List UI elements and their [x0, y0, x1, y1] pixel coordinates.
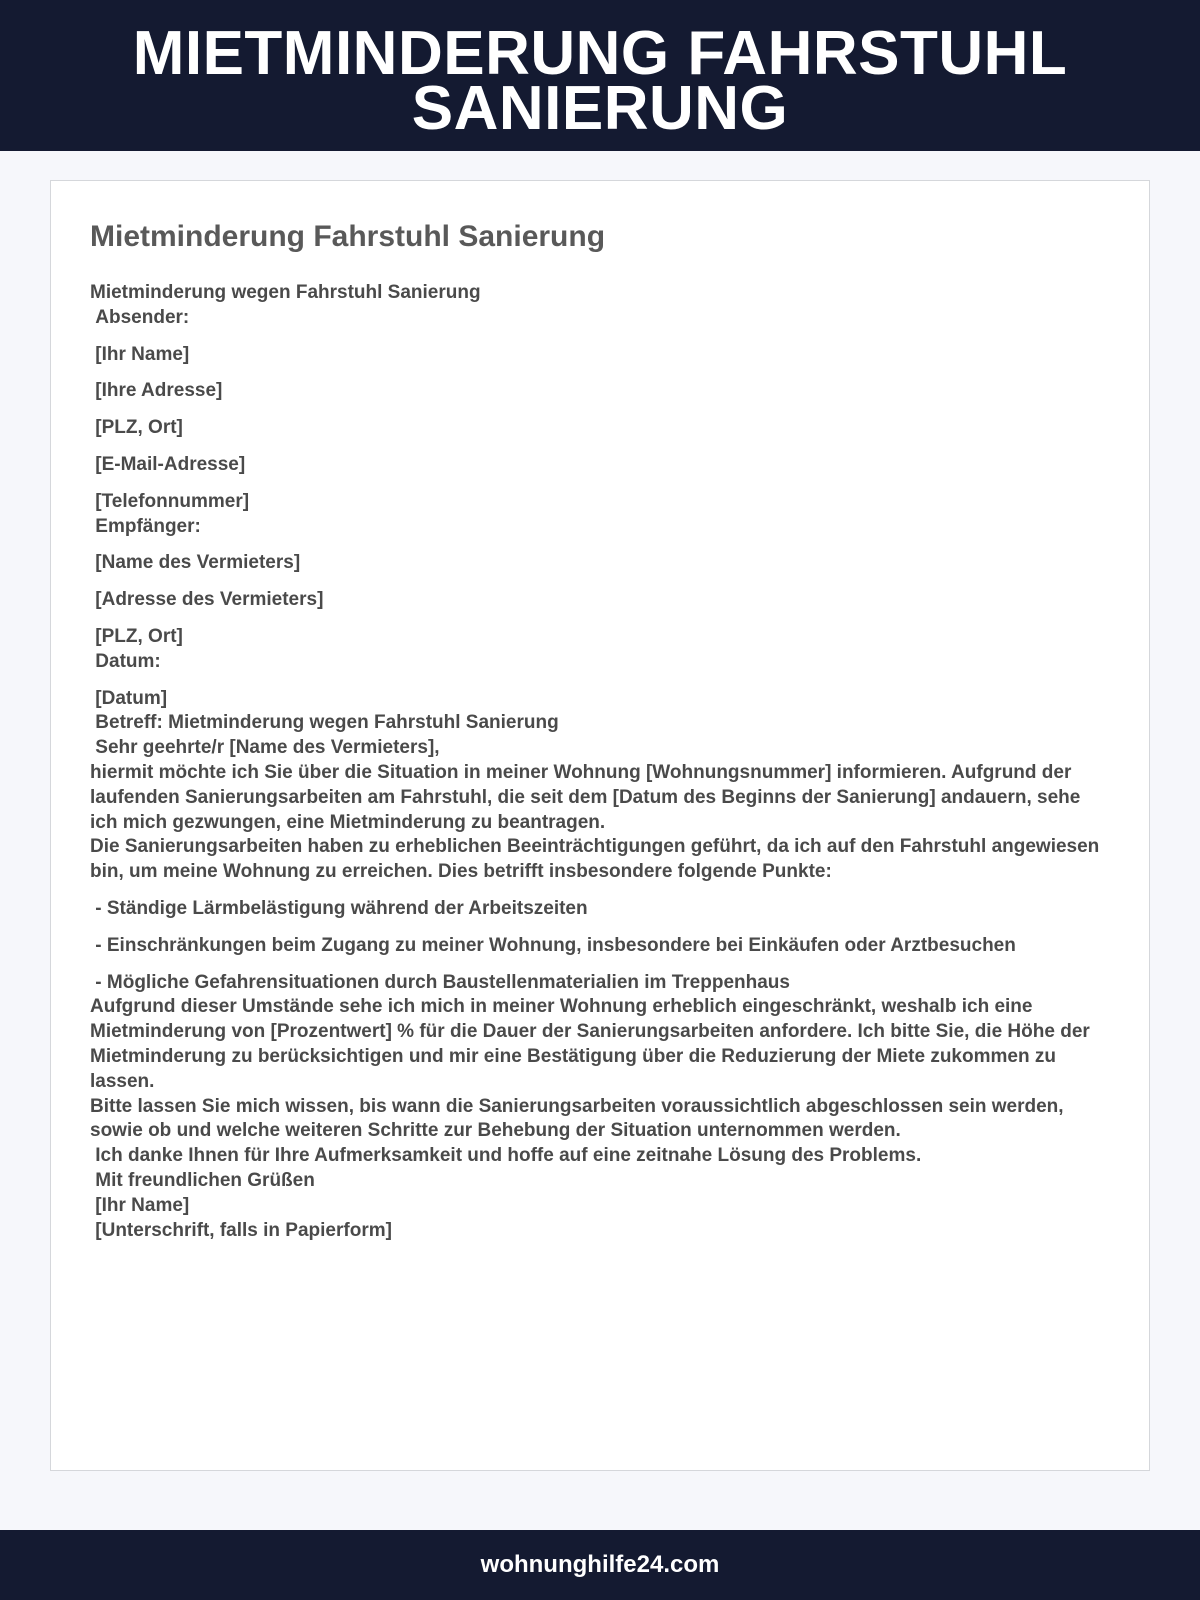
salutation: Sehr geehrte/r [Name des Vermieters],: [90, 737, 440, 759]
letter-card: [50, 180, 1150, 1471]
list-item: - Einschränkungen beim Zugang zu meiner Wohnung, insbesondere bei Einkäufen oder Arztbesuchen: [90, 934, 1016, 956]
paragraph-impairments: Die Sanierungsarbeiten haben zu erheblichen Beeinträchtigungen geführt, da ich auf den Fahrstuhl angewiesen bin, um meine Wohnung zu erreichen. Dies betrifft insbesondere folgende Punkte:: [90, 836, 1105, 883]
closing-signature: [Unterschrift, falls in Papierform]: [90, 1219, 392, 1241]
letter-body: [90, 281, 1110, 1243]
sender-phone: [Telefonnummer]: [90, 490, 250, 512]
paragraph-request: Aufgrund dieser Umstände sehe ich mich in meiner Wohnung erheblich eingeschränkt, weshalb ich eine Mietminderung von [Prozentwert] % für die Dauer der Sanierungsarbeiten anfordere. Ich bitte Sie, die Höhe der Mietminderung zu berücksichtigen und mir eine Bestätigung über die Reduzierung der Miete zukommen zu lassen.: [90, 996, 1096, 1092]
paragraph-intro: hiermit möchte ich Sie über die Situation in meiner Wohnung [Wohnungsnummer] informieren. Aufgrund der laufenden Sanierungsarbeiten am Fahrstuhl, die seit dem [Datum des Beginns der Sanierung] andauern, sehe ich mich gezwungen, eine Mietminderung zu beantragen.: [90, 761, 1086, 833]
recipient-label: Empfänger:: [90, 515, 201, 537]
closing-greeting: Mit freundlichen Grüßen: [90, 1169, 315, 1191]
subject-line: Betreff: Mietminderung wegen Fahrstuhl Sanierung: [90, 712, 559, 734]
list-item: - Ständige Lärmbelästigung während der Arbeitszeiten: [90, 897, 588, 919]
document-heading: Mietminderung Fahrstuhl Sanierung: [90, 220, 606, 253]
closing-name: [Ihr Name]: [90, 1194, 190, 1216]
recipient-address: [Adresse des Vermieters]: [90, 589, 324, 611]
recipient-name: [Name des Vermieters]: [90, 552, 301, 574]
footer-bar: [0, 1530, 1200, 1600]
sender-email: [E-Mail-Adresse]: [90, 453, 246, 475]
list-item: - Mögliche Gefahrensituationen durch Baustellenmaterialien im Treppenhaus: [90, 971, 790, 993]
date-value: [Datum]: [90, 687, 168, 709]
sender-name: [Ihr Name]: [90, 343, 190, 365]
footer-site-link[interactable]: wohnunghilfe24.com: [480, 1551, 720, 1578]
date-label: Datum:: [90, 650, 161, 672]
sender-label: Absender:: [90, 306, 190, 328]
letter-subject-line: Mietminderung wegen Fahrstuhl Sanierung: [90, 282, 481, 303]
recipient-city: [PLZ, Ort]: [90, 625, 183, 647]
paragraph-timeline: Bitte lassen Sie mich wissen, bis wann die Sanierungsarbeiten voraussichtlich abgeschlossen sein werden, sowie ob und welche weiteren Schritte zur Behebung der Situation unternommen werden.: [90, 1095, 1069, 1142]
sender-city: [PLZ, Ort]: [90, 417, 183, 439]
banner-title: MIETMINDERUNG FAHRSTUHL SANIERUNG: [132, 19, 1068, 143]
closing-thanks: Ich danke Ihnen für Ihre Aufmerksamkeit und hoffe auf eine zeitnahe Lösung des Problems.: [90, 1145, 922, 1167]
title-banner: [0, 0, 1200, 151]
sender-address: [Ihre Adresse]: [90, 380, 223, 402]
